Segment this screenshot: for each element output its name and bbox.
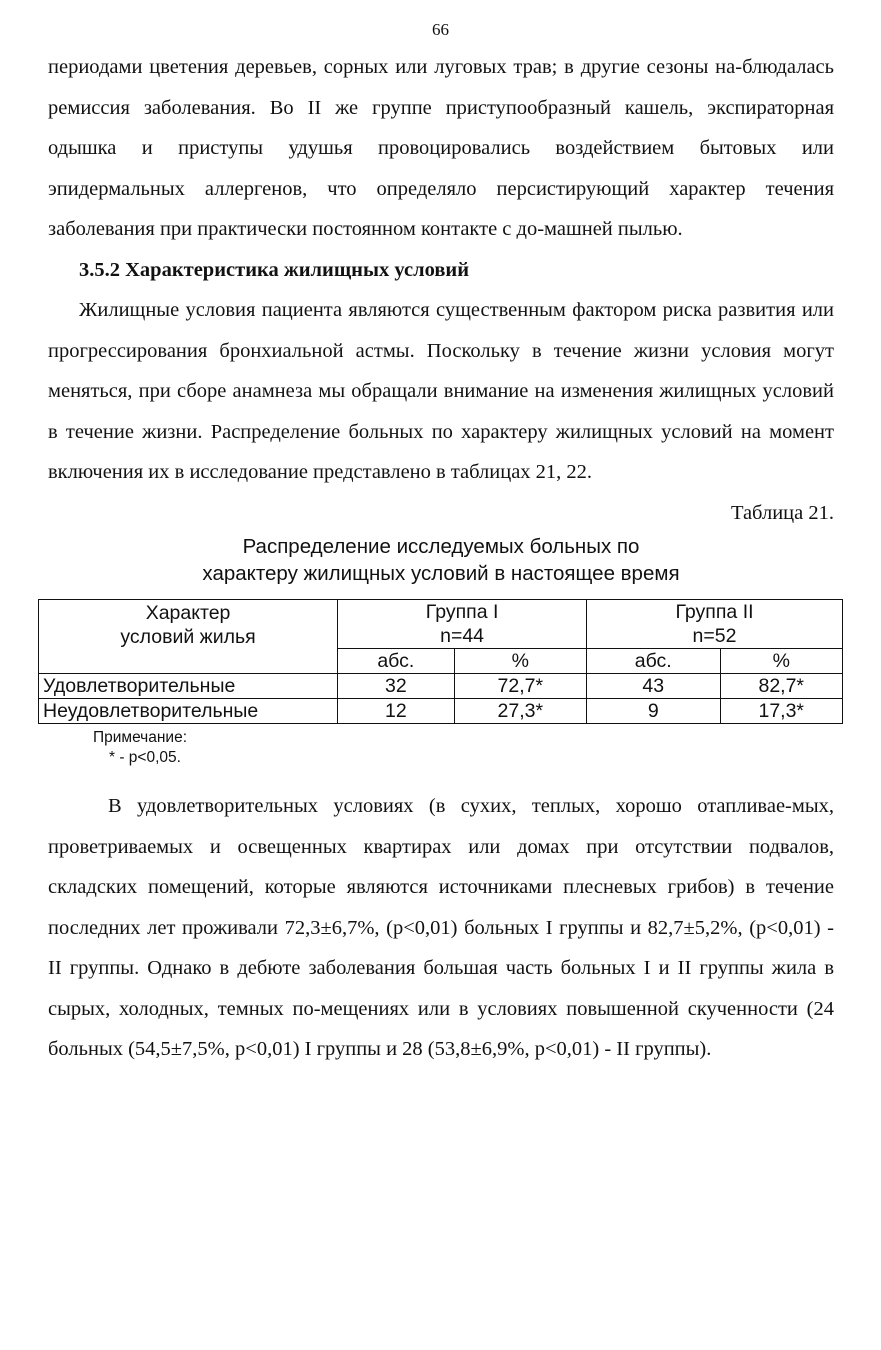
header-g1-pct: % bbox=[454, 649, 586, 674]
section-heading: 3.5.2 Характеристика жилищных условий bbox=[79, 258, 470, 281]
table-caption-line1: Распределение исследуемых больных по bbox=[242, 535, 640, 558]
header-group2 bbox=[587, 600, 843, 649]
note-title: Примечание: bbox=[93, 729, 188, 746]
table-caption-line2: характеру жилищных условий в настоящее время bbox=[202, 562, 680, 585]
cell-g2-abs: 9 bbox=[587, 699, 720, 724]
paragraph-housing-intro: Жилищные условия пациента являются существенным фактором риска развития или прогрессирования бронхиальной астмы. Поскольку в течение жизни условия могут меняться, при сборе анамнеза мы обращали внимание на изменения жилищных условий в течение жизни. Распределение больных по характеру жилищных условий на момент включения их в исследование представлено в таблицах 21, 22. bbox=[48, 299, 834, 483]
header-group2-line1: Группа II bbox=[675, 601, 754, 623]
header-housing-type bbox=[39, 600, 338, 674]
housing-table bbox=[38, 599, 843, 724]
cell-g1-pct: 27,3* bbox=[454, 699, 586, 724]
cell-g2-pct: 17,3* bbox=[720, 699, 843, 724]
header-housing-type-line1: Характер bbox=[145, 601, 231, 624]
page-number: 66 bbox=[432, 20, 449, 39]
header-group1-line1: Группа I bbox=[425, 601, 499, 623]
paragraph-continued: периодами цветения деревьев, сорных или луговых трав; в другие сезоны на-блюдалась ремиссия заболевания. Во II же группе приступообразный кашель, экспираторная одышка и приступы удушья провоцировались воздействием бытовых или эпидермальных аллергенов, что определяло персистирующий характер течения заболевания при практически постоянном контакте с до-машней пылью. bbox=[48, 56, 834, 240]
document-body bbox=[43, 47, 834, 1070]
header-housing-type-line2: условий жилья bbox=[120, 625, 256, 648]
table-note bbox=[93, 728, 834, 768]
cell-g2-pct: 82,7* bbox=[720, 674, 843, 699]
header-g1-abs: абс. bbox=[338, 649, 454, 674]
header-g2-abs: абс. bbox=[587, 649, 720, 674]
table-header-row bbox=[39, 600, 843, 649]
row-label: Неудовлетворительные bbox=[39, 699, 338, 724]
paragraph-housing-results: В удовлетворительных условиях (в сухих, теплых, хорошо отапливае-мых, проветриваемых и освещенных квартирах или домах при отсутствии подвалов, складских помещений, которые являются источниками плесневых грибов) в течение последних лет проживали 72,3±6,7%, (p<0,01) больных I группы и 82,7±5,2%, (p<0,01) - II группы. Однако в дебюте заболевания большая часть больных I и II группы жила в сырых, холодных, темных по-мещениях или в условиях повышенной скученности (24 больных (54,5±7,5%, p<0,01) I группы и 28 (53,8±6,9%, p<0,01) - II группы). bbox=[48, 795, 834, 1060]
header-g2-pct: % bbox=[720, 649, 843, 674]
cell-g1-abs: 32 bbox=[338, 674, 454, 699]
table-row bbox=[39, 699, 843, 724]
table-container bbox=[38, 599, 843, 724]
note-text: * - p<0,05. bbox=[109, 749, 181, 766]
header-group1 bbox=[338, 600, 587, 649]
cell-g1-pct: 72,7* bbox=[454, 674, 586, 699]
header-group1-line2: n=44 bbox=[440, 625, 485, 647]
table-caption bbox=[48, 533, 834, 587]
table-label: Таблица 21. bbox=[730, 501, 834, 524]
row-label: Удовлетворительные bbox=[39, 674, 338, 699]
table-row bbox=[39, 674, 843, 699]
cell-g1-abs: 12 bbox=[338, 699, 454, 724]
cell-g2-abs: 43 bbox=[587, 674, 720, 699]
header-group2-line2: n=52 bbox=[692, 625, 737, 647]
